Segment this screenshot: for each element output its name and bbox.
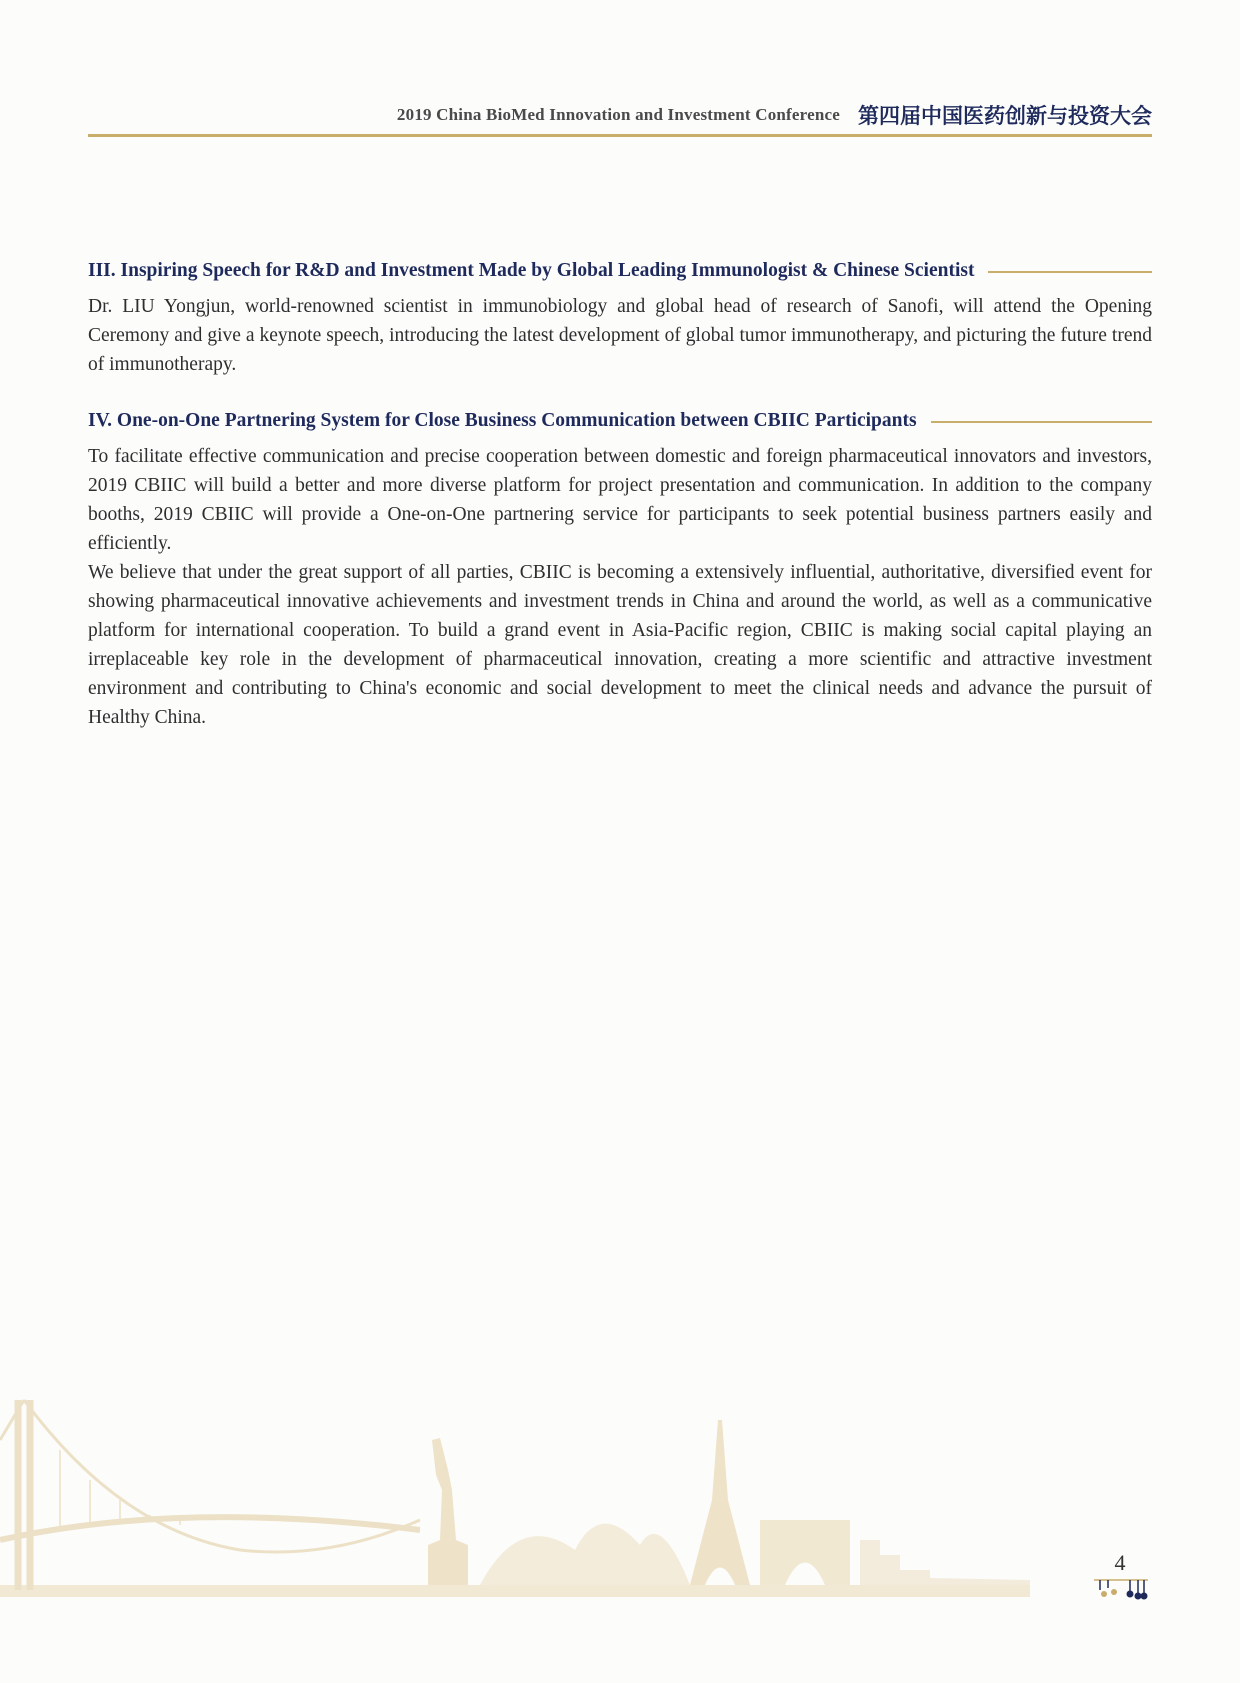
section-4-rule (931, 421, 1152, 423)
section-3-title: III. Inspiring Speech for R&D and Investment Made by Global Leading Immunologist & Chinese Scientist (88, 260, 975, 281)
page-header (88, 100, 1152, 130)
header-rule (88, 134, 1152, 137)
header-title-en: 2019 China BioMed Innovation and Investment Conference (396, 105, 840, 124)
section-4-heading (88, 410, 1152, 432)
section-3-heading (88, 260, 1152, 282)
section-4-title: IV. One-on-One Partnering System for Close Business Communication between CBIIC Participants (88, 410, 917, 431)
section-3-rule (988, 271, 1152, 273)
city-skyline-illustration (0, 1380, 1040, 1610)
page-number: 4 (1114, 1550, 1126, 1575)
header-title-zh: 第四届中国医药创新与投资大会 (858, 104, 1152, 128)
page-number-ornament-icon (1090, 1576, 1152, 1600)
section-4-paragraph-1: To facilitate effective communication and precise cooperation between domestic and foreign pharmaceutical innovators and investors, 2019 CBIIC will build a better and more diverse platform for project presentation and communication. In addition to the company booths, 2019 CBIIC will provide a One-on-One partnering service for participants to seek potential business partners easily and efficiently. (88, 446, 1152, 554)
section-4-paragraph-2: We believe that under the great support of all parties, CBIIC is becoming a extensively influential, authoritative, diversified event for showing pharmaceutical innovative achievements and investment trends in China and around the world, as well as a communicative platform for international cooperation. To build a grand event in Asia-Pacific region, CBIIC is making social capital playing an irreplaceable key role in the development of pharmaceutical innovation, creating a more scientific and attractive investment environment and contributing to China's economic and social development to meet the clinical needs and advance the pursuit of Healthy China. (88, 562, 1152, 728)
section-3-paragraph: Dr. LIU Yongjun, world-renowned scientist in immunobiology and global head of research of Sanofi, will attend the Opening Ceremony and give a keynote speech, introducing the latest development of global tumor immunotherapy, and picturing the future trend of immunotherapy. (88, 296, 1152, 375)
